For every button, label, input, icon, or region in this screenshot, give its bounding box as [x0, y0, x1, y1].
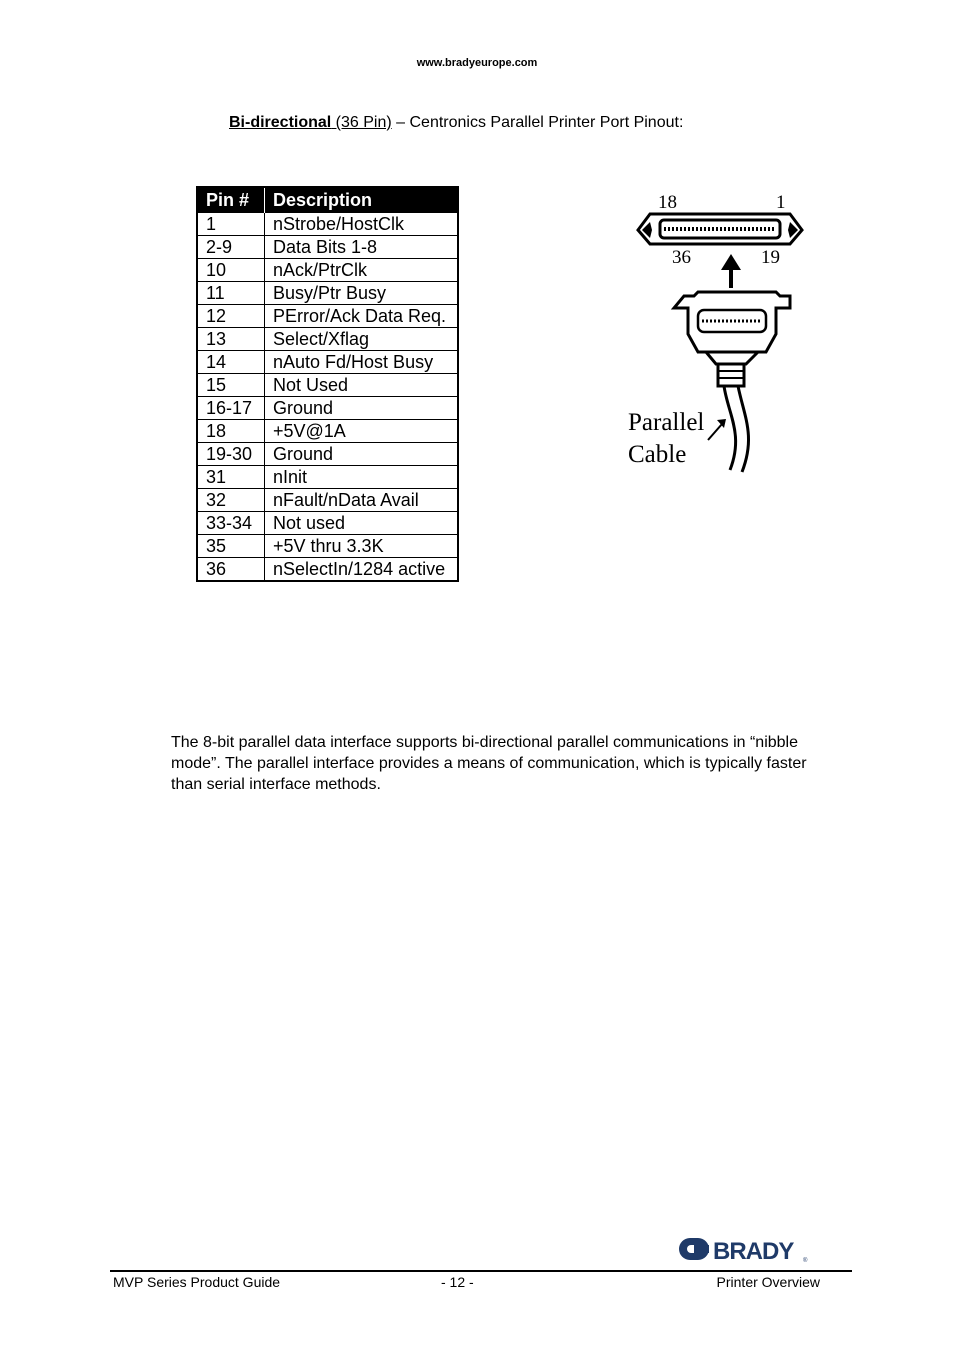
body-paragraph: The 8-bit parallel data interface supports bi-directional parallel communications in “nibble mode”. The parallel interface provides a means of communication, which is typically faster than serial interface methods. — [171, 734, 807, 793]
pin-cell: 31 — [197, 466, 265, 489]
description-cell: Data Bits 1-8 — [265, 236, 459, 259]
table-row — [197, 305, 458, 328]
pin-cell: 16-17 — [197, 397, 265, 420]
pin-cell: 10 — [197, 259, 265, 282]
pin-cell: 13 — [197, 328, 265, 351]
centronics-connector-diagram — [620, 184, 830, 480]
pin-cell: 35 — [197, 535, 265, 558]
description-cell: Select/Xflag — [265, 328, 459, 351]
table-row — [197, 420, 458, 443]
description-cell: +5V@1A — [265, 420, 459, 443]
description-cell: PError/Ack Data Req. — [265, 305, 459, 328]
table-row — [197, 489, 458, 512]
pin-label-1: 1 — [776, 192, 786, 213]
connector-port-icon — [638, 214, 802, 244]
table-row — [197, 558, 458, 582]
heading-pin-count: (36 Pin) — [331, 114, 392, 131]
logo-text: BRADY — [713, 1238, 794, 1264]
pin-cell: 33-34 — [197, 512, 265, 535]
pin-label-18: 18 — [658, 192, 677, 213]
insert-arrow-icon — [721, 254, 741, 288]
description-cell: nSelectIn/1284 active — [265, 558, 459, 582]
pinout-table — [196, 186, 459, 582]
pin-cell: 36 — [197, 558, 265, 582]
table-row — [197, 466, 458, 489]
pin-cell: 32 — [197, 489, 265, 512]
description-cell: Not Used — [265, 374, 459, 397]
description-cell: Ground — [265, 397, 459, 420]
cable-plug-icon — [674, 292, 790, 472]
description-cell: nAck/PtrClk — [265, 259, 459, 282]
footer-left: MVP Series Product Guide — [113, 1274, 281, 1290]
footer-divider — [110, 1270, 852, 1272]
pin-cell: 2-9 — [197, 236, 265, 259]
heading-bold: Bi-directional — [229, 114, 332, 131]
description-cell: nInit — [265, 466, 459, 489]
pin-cell: 14 — [197, 351, 265, 374]
table-row — [197, 512, 458, 535]
header-url: www.bradyeurope.com — [416, 57, 538, 69]
table-row — [197, 397, 458, 420]
footer-right: Printer Overview — [716, 1274, 820, 1290]
description-cell: +5V thru 3.3K — [265, 535, 459, 558]
heading-rest: – Centronics Parallel Printer Port Pinout: — [391, 114, 684, 131]
table-row — [197, 443, 458, 466]
section-heading — [229, 114, 683, 132]
table-row — [197, 535, 458, 558]
footer-page-number: - 12 - — [441, 1274, 474, 1290]
pin-cell: 15 — [197, 374, 265, 397]
pin-label-19: 19 — [761, 247, 780, 268]
description-cell: nStrobe/HostClk — [265, 213, 459, 236]
table-header-row — [197, 187, 458, 213]
table-row — [197, 259, 458, 282]
table-row — [197, 328, 458, 351]
pin-cell: 12 — [197, 305, 265, 328]
column-header-description: Description — [265, 187, 459, 213]
description-cell: nFault/nData Avail — [265, 489, 459, 512]
cable-label-line1: Parallel — [628, 409, 705, 436]
cable-label-line2: Cable — [628, 441, 687, 468]
registered-mark-icon: ® — [803, 1258, 808, 1264]
pin-cell: 1 — [197, 213, 265, 236]
table-row — [197, 351, 458, 374]
description-cell: nAuto Fd/Host Busy — [265, 351, 459, 374]
table-row — [197, 374, 458, 397]
table-row — [197, 213, 458, 236]
brady-logo — [677, 1232, 809, 1264]
table-row — [197, 282, 458, 305]
description-cell: Busy/Ptr Busy — [265, 282, 459, 305]
column-header-pin: Pin # — [197, 187, 265, 213]
description-cell: Ground — [265, 443, 459, 466]
table-row — [197, 236, 458, 259]
label-pointer-arrow-icon — [708, 419, 726, 440]
pin-cell: 11 — [197, 282, 265, 305]
pin-label-36: 36 — [672, 247, 691, 268]
description-cell: Not used — [265, 512, 459, 535]
pin-cell: 19-30 — [197, 443, 265, 466]
pin-cell: 18 — [197, 420, 265, 443]
